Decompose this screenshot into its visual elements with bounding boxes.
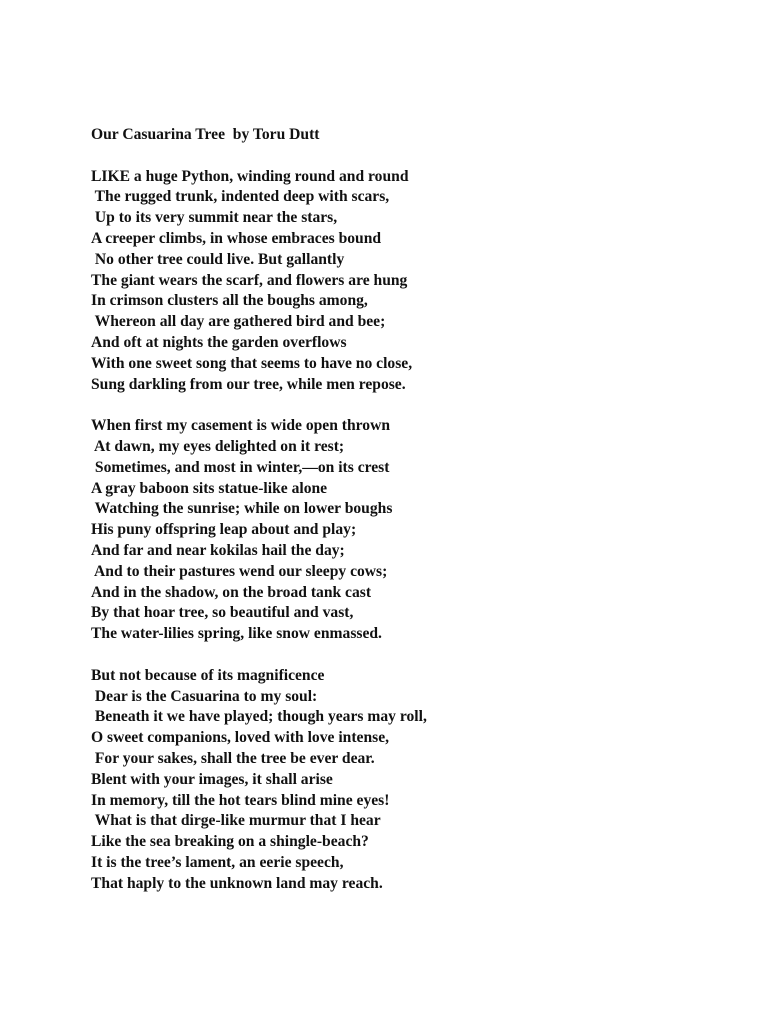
poem-line: In memory, till the hot tears blind mine eyes!: [91, 791, 390, 809]
poem-line: Sometimes, and most in winter,—on its crest: [91, 458, 390, 476]
poem-line: LIKE a huge Python, winding round and round: [91, 167, 409, 185]
poem-line: And in the shadow, on the broad tank cast: [91, 583, 372, 601]
poem-line: It is the tree’s lament, an eerie speech,: [91, 853, 344, 871]
poem-line: That haply to the unknown land may reach.: [91, 874, 383, 892]
poem-line: A gray baboon sits statue-like alone: [91, 479, 328, 497]
poem-line: What is that dirge-like murmur that I hear: [91, 812, 381, 830]
poem-line: Watching the sunrise; while on lower boughs: [91, 500, 393, 518]
poem-line: The water-lilies spring, like snow enmassed.: [91, 625, 382, 643]
poem-line: And far and near kokilas hail the day;: [91, 541, 345, 559]
poem-line: Sung darkling from our tree, while men repose.: [91, 375, 406, 393]
poem-line: O sweet companions, loved with love intense,: [91, 729, 390, 747]
blank-line: [91, 645, 731, 666]
blank-line: [91, 146, 731, 167]
blank-line: [91, 395, 731, 416]
poem-line: Like the sea breaking on a shingle-beach?: [91, 833, 369, 851]
poem-line: Whereon all day are gathered bird and bee;: [91, 313, 386, 331]
stanza-3: [91, 666, 731, 895]
stanza-1: [91, 167, 731, 396]
poem-line: And oft at nights the garden overflows: [91, 333, 347, 351]
poem-line: Blent with your images, it shall arise: [91, 770, 333, 788]
poem-line: Up to its very summit near the stars,: [91, 209, 338, 227]
poem-line: With one sweet song that seems to have no close,: [91, 354, 413, 372]
poem-line: For your sakes, shall the tree be ever dear.: [91, 749, 375, 767]
poem-line: His puny offspring leap about and play;: [91, 521, 357, 539]
poem-line: No other tree could live. But gallantly: [91, 250, 345, 268]
poem-line: When first my casement is wide open thrown: [91, 417, 391, 435]
poem-line: In crimson clusters all the boughs among,: [91, 292, 368, 310]
poem-line: Beneath it we have played; though years may roll,: [91, 708, 427, 726]
poem-title: Our Casuarina Tree by Toru Dutt: [91, 126, 320, 143]
poem-line: By that hoar tree, so beautiful and vast,: [91, 604, 354, 622]
poem-line: At dawn, my eyes delighted on it rest;: [91, 437, 345, 455]
poem-line: A creeper climbs, in whose embraces bound: [91, 229, 382, 247]
poem-line: And to their pastures wend our sleepy cows;: [91, 562, 388, 580]
poem-line: The rugged trunk, indented deep with scars,: [91, 188, 390, 206]
stanza-2: [91, 416, 731, 645]
poem-line: But not because of its magnificence: [91, 666, 325, 684]
poem-line: The giant wears the scarf, and flowers are hung: [91, 271, 408, 289]
poem-text: [91, 125, 731, 894]
poem-line: Dear is the Casuarina to my soul:: [91, 687, 318, 705]
